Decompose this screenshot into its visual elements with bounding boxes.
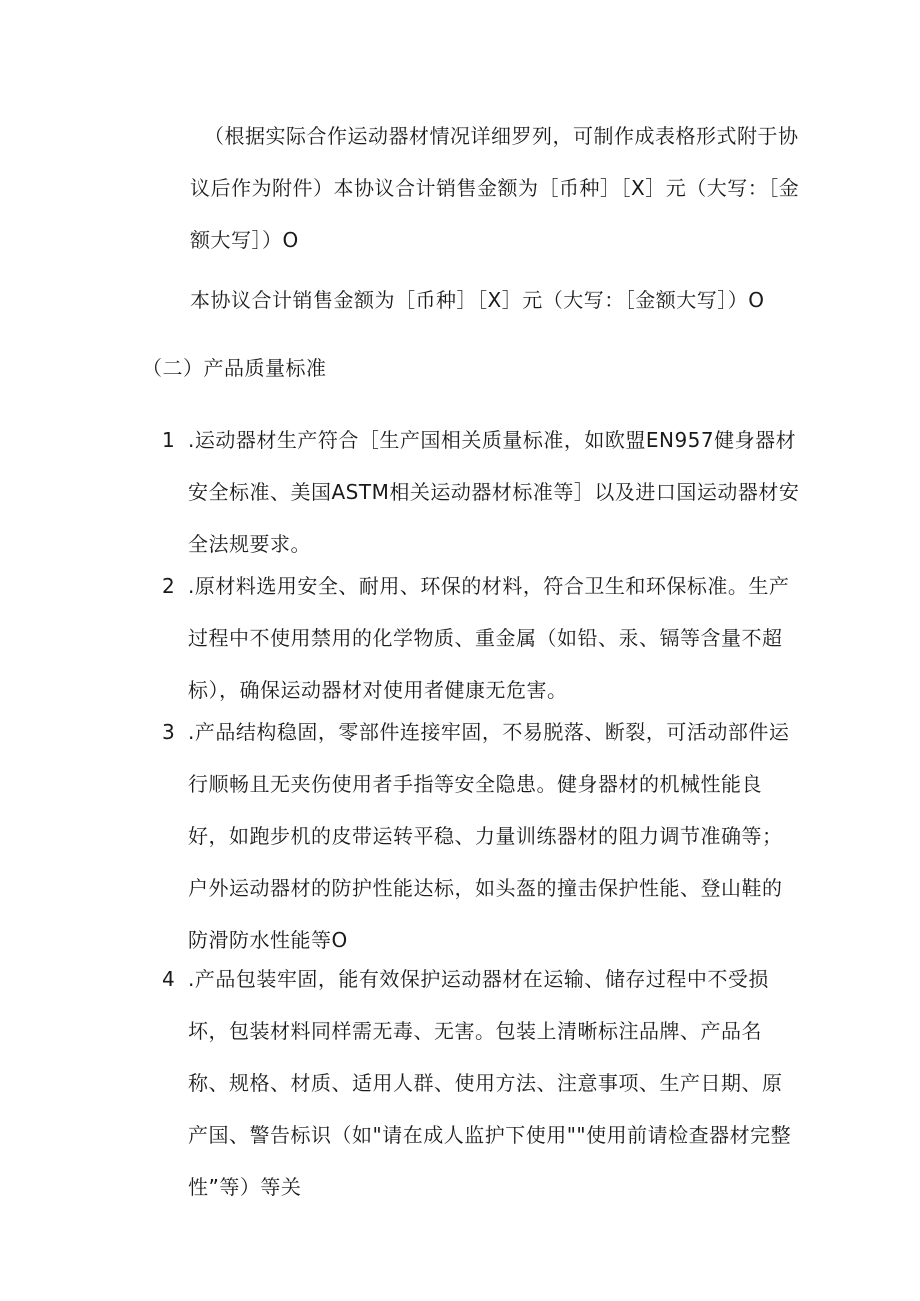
list-item-text: .产品结构稳固，零部件连接牢固，不易脱落、断裂，可活动部件运行顺畅且无夹伤使用者手指等安全隐患。健身器材的机械性能良好，如跑步机的皮带运转平稳、力量训练器材的阻力调节准确等；户外运动器材的防护性能达标，如头盔的撞击保护性能、登山鞋的防滑防水性能等O xyxy=(188,720,790,952)
list-item-number: 1 xyxy=(162,428,175,452)
total-amount-paragraph: 本协议合计销售金额为［币种］［X］元（大写：［金额大写］）O xyxy=(190,288,765,312)
list-item-number: 4 xyxy=(162,967,175,991)
list-item-number: 2 xyxy=(162,574,175,598)
section-heading: （二）产品质量标准 xyxy=(142,356,327,380)
list-item-text: .产品包装牢固，能有效保护运动器材在运输、储存过程中不受损坏，包装材料同样需无毒、无害。包装上清晰标注品牌、产品名称、规格、材质、适用人群、使用方法、注意事项、生产日期、原产国、警告标识（如"请在成人监护下使用""使用前请检查器材完整性”等）等关 xyxy=(188,967,792,1199)
list-item-number: 3 xyxy=(162,720,175,744)
list-item-text: .运动器材生产符合［生产国相关质量标准，如欧盟EN957健身器材安全标准、美国ASTM相关运动器材标准等］以及进口国运动器材安全法规要求。 xyxy=(188,428,800,556)
list-item-text: .原材料选用安全、耐用、环保的材料，符合卫生和环保标准。生产过程中不使用禁用的化学物质、重金属（如铅、汞、镉等含量不超标），确保运动器材对使用者健康无危害。 xyxy=(188,574,790,702)
intro-paragraph: （根据实际合作运动器材情况详细罗列，可制作成表格形式附于协议后作为附件）本协议合计销售金额为［币种］［X］元（大写：［金额大写］）O xyxy=(190,124,800,252)
